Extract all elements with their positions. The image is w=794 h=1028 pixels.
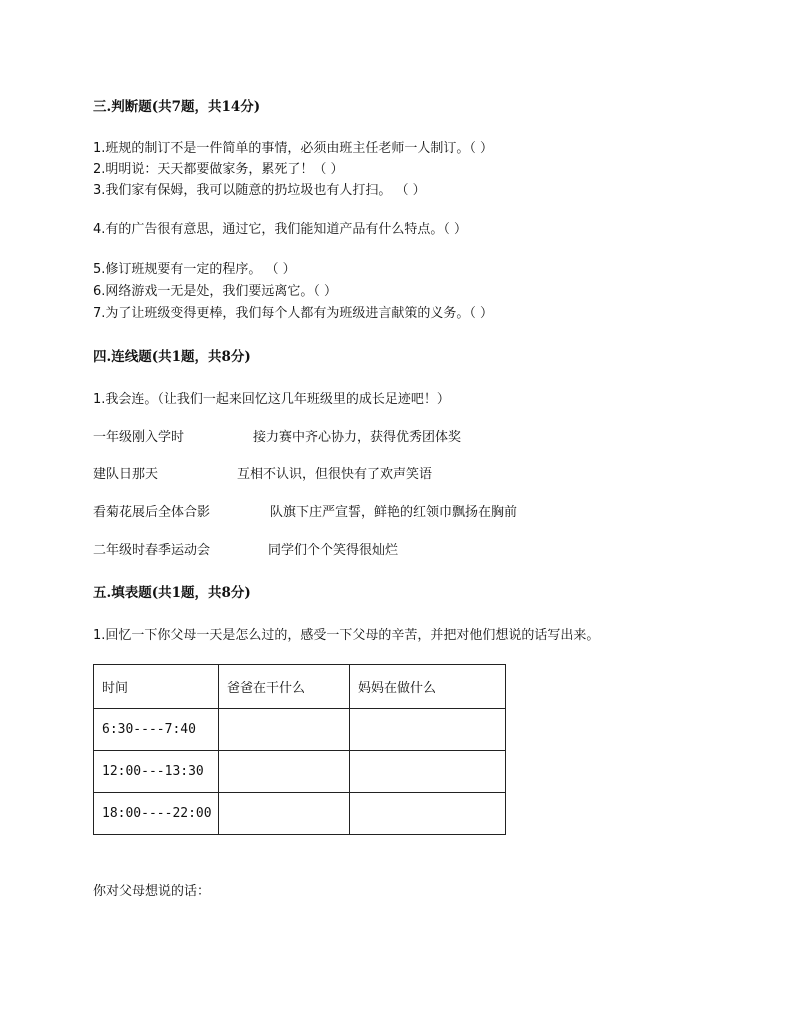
table-cell-mother-answer[interactable] [350,709,506,751]
matching-left-2: 建队日那天 [93,467,159,482]
parents-day-table [93,664,506,835]
matching-right-2: 互相不认识，但很快有了欢声笑语 [237,467,433,482]
table-cell-time: 12:00---13:30 [94,751,219,793]
matching-left-3: 看菊花展后全体合影 [93,505,211,520]
matching-right-1: 接力赛中齐心协力，获得优秀团体奖 [253,430,462,445]
table-cell-father-answer[interactable] [219,793,350,835]
matching-left-1: 一年级刚入学时 [93,430,185,445]
judge-item-4: 4.有的广告很有意思，通过它，我们能知道产品有什么特点。（ ） [93,222,468,237]
table-row [94,793,506,835]
matching-right-3: 队旗下庄严宣誓，鲜艳的红领巾飘扬在胸前 [270,505,518,520]
judge-item-7: 7.为了让班级变得更棒，我们每个人都有为班级进言献策的义务。（ ） [93,306,494,321]
section3-heading: 三.判断题(共7题，共14分) [93,99,261,115]
table-header-row [94,665,506,709]
fill-table-instruction: 1.回忆一下你父母一天是怎么过的，感受一下父母的辛苦，并把对他们想说的话写出来。 [93,628,600,643]
judge-item-3: 3.我们家有保姆，我可以随意的扔垃圾也有人打扫。 （ ） [93,183,426,198]
table-cell-time: 18:00----22:00 [94,793,219,835]
table-header-father: 爸爸在干什么 [219,665,350,709]
matching-left-4: 二年级时春季运动会 [93,543,211,558]
table-cell-father-answer[interactable] [219,751,350,793]
judge-item-5: 5.修订班规要有一定的程序。 （ ） [93,262,296,277]
table-header-mother: 妈妈在做什么 [350,665,506,709]
judge-item-1: 1.班规的制订不是一件简单的事情，必须由班主任老师一人制订。（ ） [93,141,494,156]
closing-prompt: 你对父母想说的话： [93,884,211,899]
table-cell-mother-answer[interactable] [350,751,506,793]
table-cell-mother-answer[interactable] [350,793,506,835]
matching-right-4: 同学们个个笑得很灿烂 [268,543,399,558]
judge-item-6: 6.网络游戏一无是处，我们要远离它。（ ） [93,284,338,299]
table-cell-father-answer[interactable] [219,709,350,751]
table-header-time: 时间 [94,665,219,709]
section5-heading: 五.填表题(共1题，共8分) [93,585,251,601]
matching-instruction: 1.我会连。（让我们一起来回忆这几年班级里的成长足迹吧！） [93,392,450,407]
section4-heading: 四.连线题(共1题，共8分) [93,349,251,365]
table-row [94,709,506,751]
table-row [94,751,506,793]
judge-item-2: 2.明明说：天天都要做家务，累死了！（ ） [93,162,344,177]
table-cell-time: 6:30----7:40 [94,709,219,751]
